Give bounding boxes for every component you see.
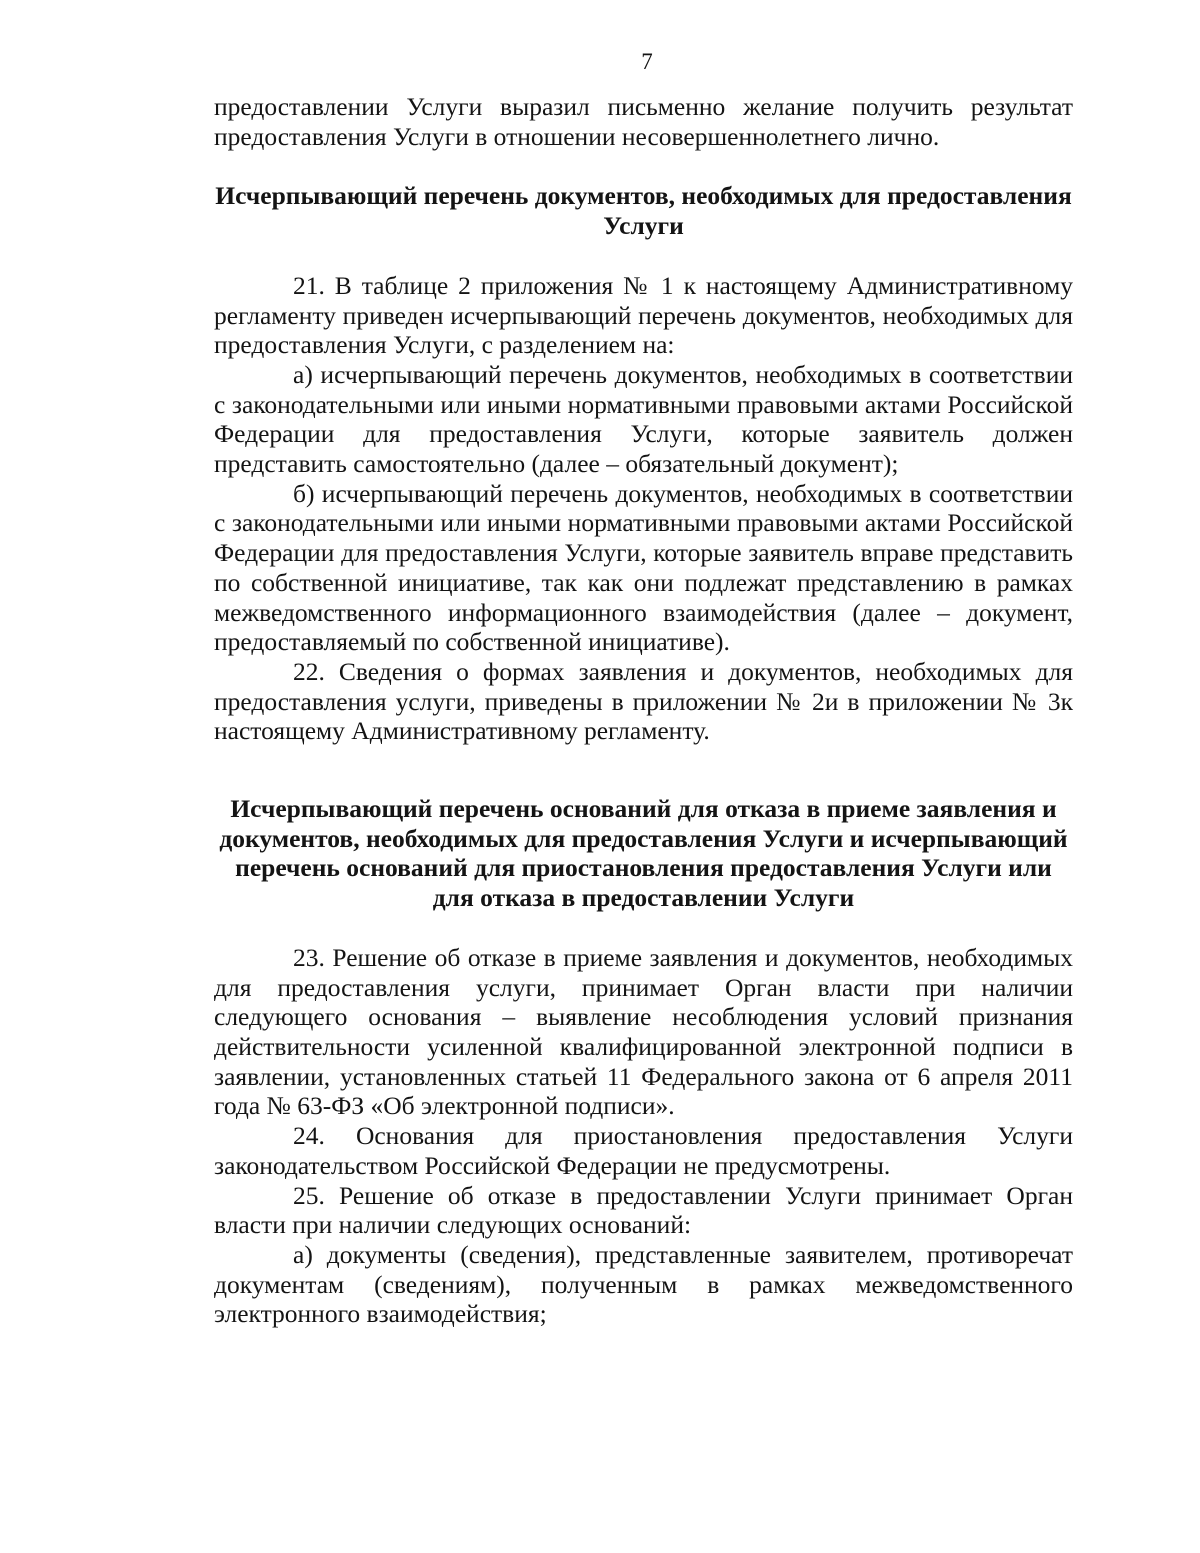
paragraph-23: 23. Решение об отказе в приеме заявления и документов, необходимых для предоставления услуги, принимает Орган власти при наличии следующего основания – выявление несоблюдения условий признания действительности усиленной квалифицированной электронной подписи в заявлении, установленных статьей 11 Федерального закона от 6 апреля 2011 года № 63-ФЗ «Об электронной подписи». [214,942,1073,1121]
document-body [214,92,1073,1329]
paragraph-25a: а) документы (сведения), представленные заявителем, противоречат документам (сведениям), полученным в рамках межведомственного электронного взаимодействия; [214,1239,1073,1329]
paragraph-21a: а) исчерпывающий перечень документов, необходимых в соответствии с законодательными или иными нормативными правовыми актами Российской Федерации для предоставления Услуги, которые заявитель должен представить самостоятельно (далее – обязательный документ); [214,359,1073,479]
paragraph-22: 22. Сведения о формах заявления и документов, необходимых для предоставления услуги, приведены в приложении № 2и в приложении № 3к настоящему Административному регламенту. [214,656,1073,746]
paragraph-21: 21. В таблице 2 приложения № 1 к настоящему Административному регламенту приведен исчерпывающий перечень документов, необходимых для предоставления Услуги, с разделением на: [214,270,1073,360]
paragraph-24: 24. Основания для приостановления предоставления Услуги законодательством Российской Федерации не предусмотрены. [214,1121,1073,1180]
paragraph-25: 25. Решение об отказе в предоставлении Услуги принимает Орган власти при наличии следующих оснований: [214,1180,1073,1240]
paragraph-intro: предоставлении Услуги выразил письменно желание получить результат предоставления Услуги в отношении несовершеннолетнего лично. [214,92,1073,151]
paragraph-21b: б) исчерпывающий перечень документов, необходимых в соответствии с законодательными или иными нормативными правовыми актами Российской Федерации для предоставления Услуги, которые заявитель вправе представить по собственной инициативе, так как они подлежат представлению в рамках межведомственного информационного взаимодействия (далее – документ, предоставляемый по собственной инициативе). [214,478,1073,657]
section-heading-documents: Исчерпывающий перечень документов, необходимых для предоставления Услуги [215,181,1072,241]
section-heading-refusal-grounds: Исчерпывающий перечень оснований для отказа в приеме заявления и документов, необходимых для предоставления Услуги и исчерпывающий перечень оснований для приостановления предоставления Услуги или для отказа в предоставлении Услуги [219,794,1068,913]
page-number: 7 [641,49,653,74]
